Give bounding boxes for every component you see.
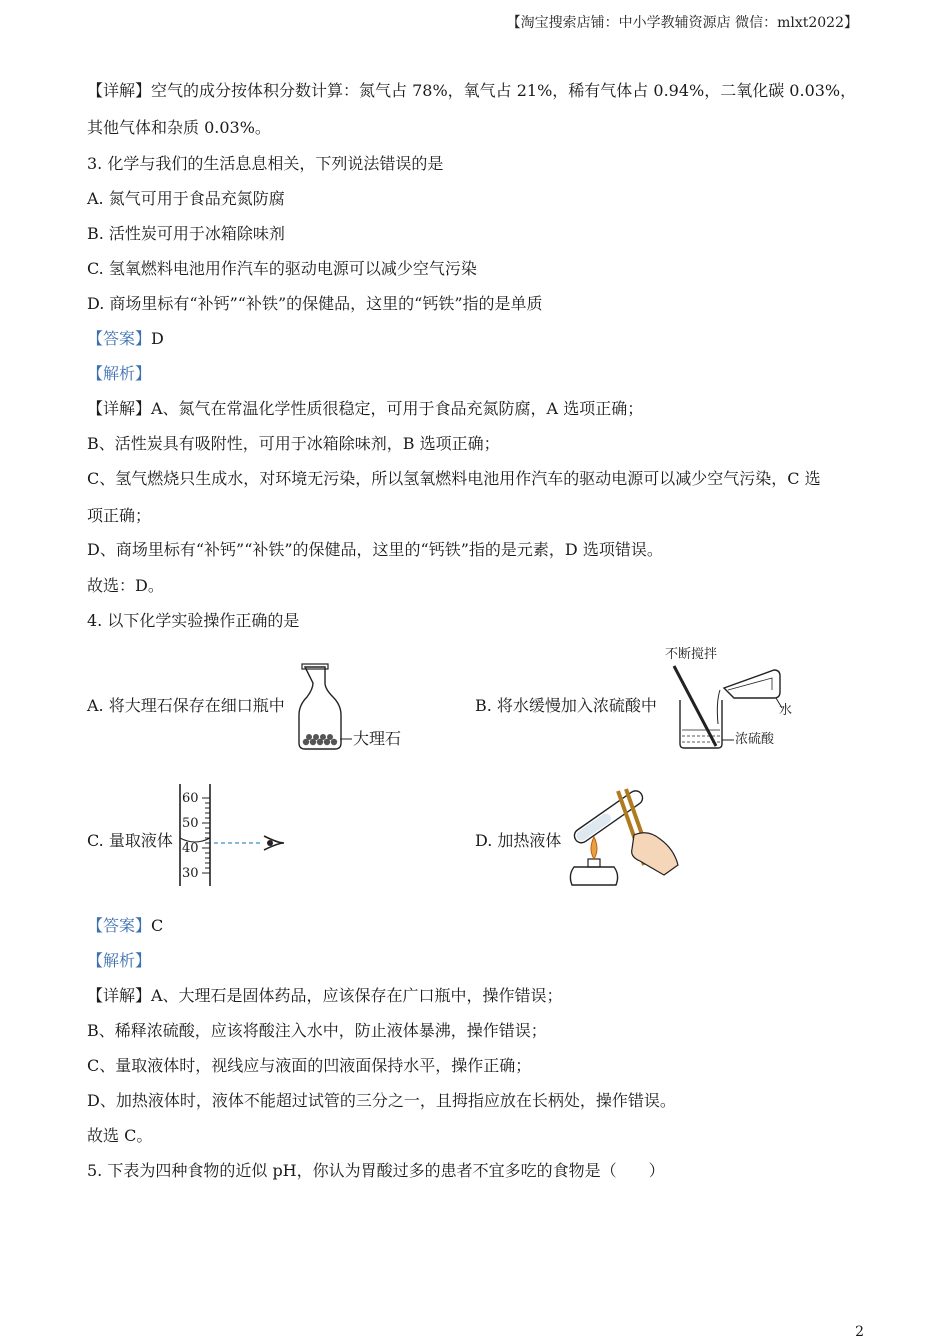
answer-tag: 【答案】 [87,329,152,348]
marble-label: 大理石 [353,729,402,748]
q3-option-b: B. 活性炭可用于冰箱除味剂 [87,224,285,243]
q2-detail-line2: 其他气体和杂质 0.03%。 [87,118,271,137]
tick-label-30: 30 [182,866,199,881]
q3-option-c: C. 氢氧燃料电池用作汽车的驱动电源可以减少空气污染 [87,259,477,278]
q4-detail-4: 故选 C。 [87,1126,153,1145]
answer-value: D [151,329,164,348]
header-text: 【淘宝搜索店铺：中小学教辅资源店 微信：mlxt2022】 [506,15,858,31]
q3-analysis-tag: 【解析】 [87,364,152,383]
stir-label: 不断搅拌 [665,647,718,662]
q4-option-b: B. 将水缓慢加入浓硫酸中 [475,696,657,715]
water-label: 水 [779,703,793,718]
acid-label: 浓硫酸 [735,732,775,747]
q2-detail-line1: 【详解】空气的成分按体积分数计算：氮气占 78%，氧气占 21%，稀有气体占 0.94%，二氧化碳 0.03%， [87,81,857,100]
tick-label-50: 50 [182,816,199,831]
q3-option-a: A. 氮气可用于食品充氮防腐 [87,189,285,208]
q4-option-a: A. 将大理石保存在细口瓶中 [87,696,285,715]
answer-value: C [151,916,164,935]
eye-sightline-figure [212,828,292,858]
q3-detail-5: 故选：D。 [87,576,164,595]
heating-liquid-figure [562,785,682,889]
q4-analysis-tag: 【解析】 [87,951,152,970]
q4-detail-0: 【详解】A、大理石是固体药品，应该保存在广口瓶中，操作错误； [87,986,563,1005]
page-number: 2 [855,1324,864,1340]
tick-label-40: 40 [182,841,199,856]
q4-option-d: D. 加热液体 [475,831,562,850]
q4-detail-3: D、加热液体时，液体不能超过试管的三分之一，且拇指应放在长柄处，操作错误。 [87,1091,676,1110]
q4-answer [87,915,163,937]
q3-answer [87,328,164,350]
q3-stem: 3. 化学与我们的生活息息相关，下列说法错误的是 [87,154,444,173]
q4-option-c: C. 量取液体 [87,831,173,850]
q3-option-d: D. 商场里标有“补钙”“补铁”的保健品，这里的“钙铁”指的是单质 [87,294,543,313]
q3-detail-3: 项正确； [87,506,152,525]
q4-detail-1: B、稀释浓硫酸，应该将酸注入水中，防止液体暴沸，操作错误； [87,1021,547,1040]
tick-label-60: 60 [182,791,199,806]
q5-stem: 5. 下表为四种食物的近似 pH，你认为胃酸过多的患者不宜多吃的食物是（ ） [87,1161,665,1180]
q3-detail-0: 【详解】A、氮气在常温化学性质很稳定，可用于食品充氮防腐，A 选项正确； [87,399,644,418]
q3-detail-4: D、商场里标有“补钙”“补铁”的保健品，这里的“钙铁”指的是元素，D 选项错误。 [87,540,663,559]
answer-tag: 【答案】 [87,916,152,935]
q4-stem: 4. 以下化学实验操作正确的是 [87,611,300,630]
q3-detail-2: C、氢气燃烧只生成水，对环境无污染，所以氢氧燃料电池用作汽车的驱动电源可以减少空气污染，C 选 [87,469,821,488]
q4-detail-2: C、量取液体时，视线应与液面的凹液面保持水平，操作正确； [87,1056,532,1075]
q3-detail-1: B、活性炭具有吸附性，可用于冰箱除味剂，B 选项正确； [87,434,500,453]
